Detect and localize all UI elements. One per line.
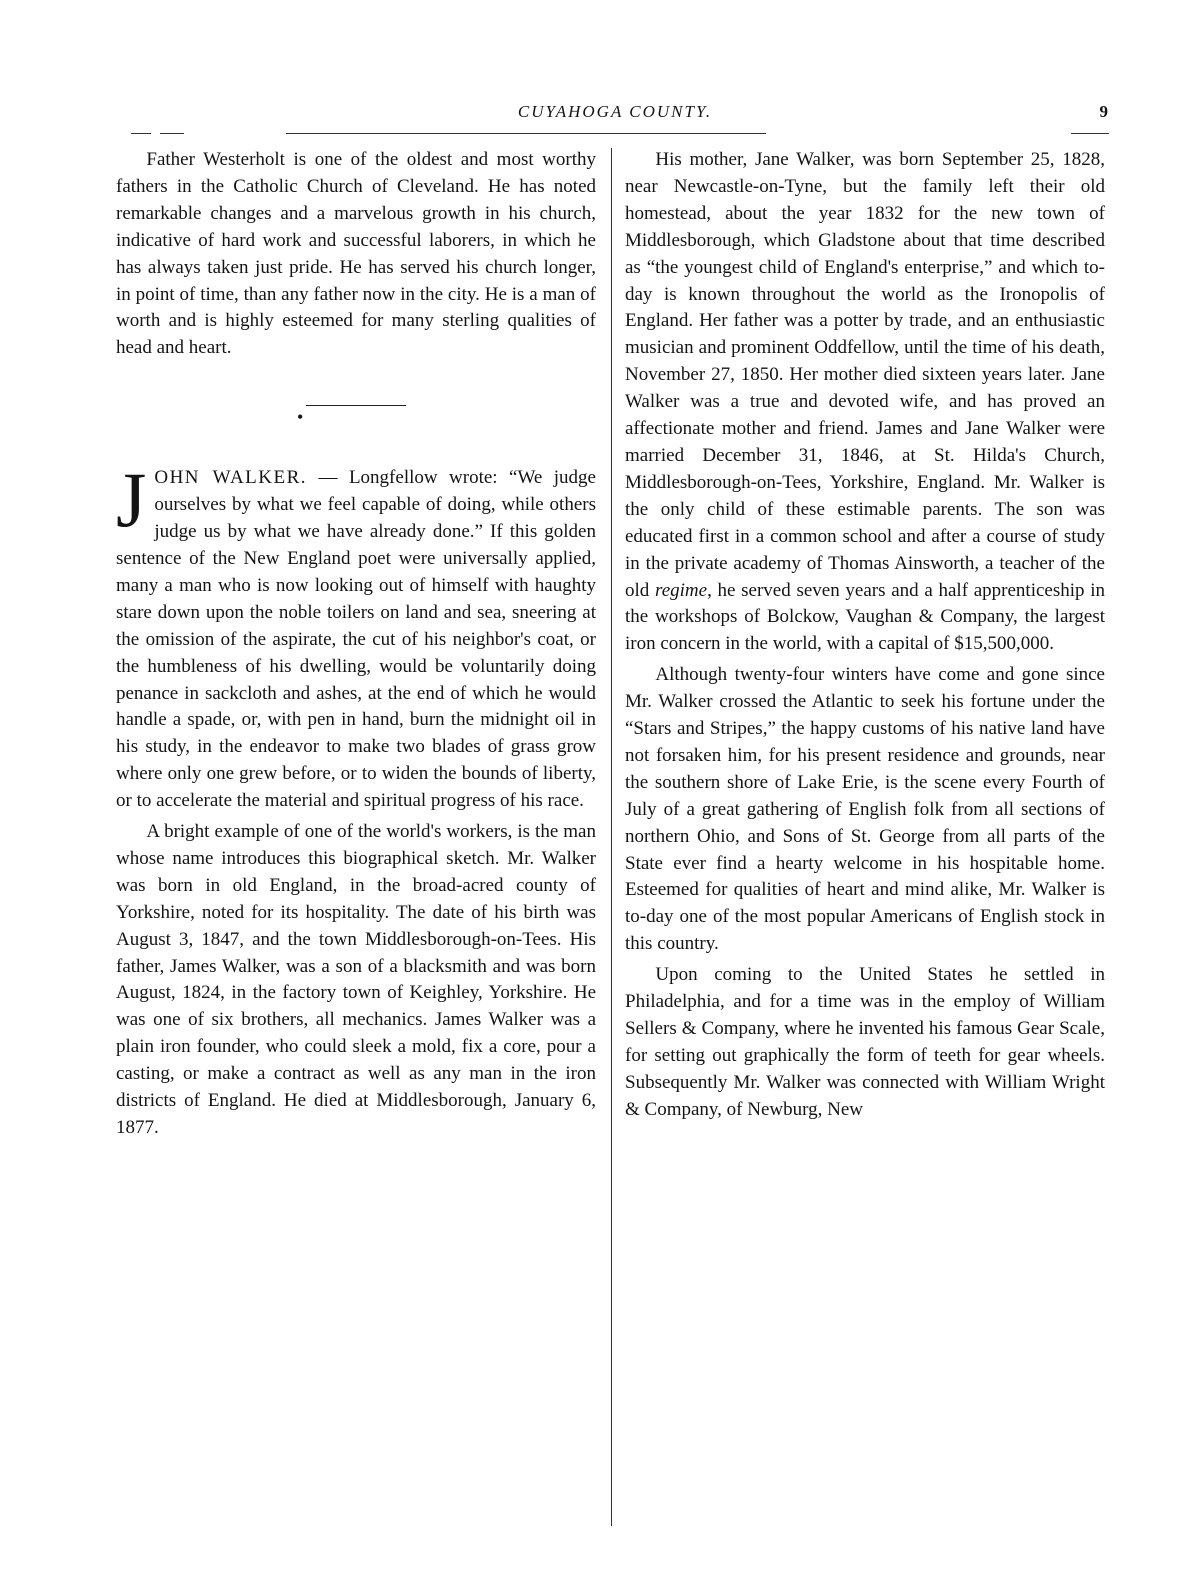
right-column — [625, 147, 1105, 1124]
header-rule — [131, 133, 151, 134]
section-break — [116, 362, 596, 465]
although-paragraph: Although twenty-four winters have come and gone since Mr. Walker crossed the Atlantic to seek his fortune under the “Stars and Stripes,” the happy customs of his native land have not forsaken him, for his present residence and grounds, near the southern shore of Lake Erie, is the scene every Fourth of July of a great gathering of English folk from all sections of northern Ohio, and Sons of St. George from all parts of the State ever find a hearty welcome in his hospitable home. Esteemed for qualities of heart and mind alike, Mr. Walker is to-day one of the most popular Americans of English stock in this country. — [625, 664, 1105, 955]
subject-name: OHN WALKER. — [154, 467, 308, 489]
regime-italic: regime — [655, 579, 708, 601]
running-head — [120, 102, 1110, 132]
mother-text-end: , he served seven years and a half apprenticeship in the workshops of Bolckow, Vaughan & Company, the largest iron concern in the world, with a capital of $15,500,000. — [625, 579, 1106, 655]
upon-coming-paragraph: Upon coming to the United States he settled in Philadelphia, and for a time was in the employ of William Sellers & Company, where he invented his famous Gear Scale, for setting out graphically the form of teeth for gear wheels. Subsequently Mr. Walker was connected with William Wright & Company, of Newburg, New — [625, 964, 1105, 1120]
header-rule — [160, 133, 184, 134]
page-number: 9 — [1099, 102, 1108, 121]
section-break-dot: • — [297, 407, 304, 428]
mother-text: His mother, Jane Walker, was born September 25, 1828, near Newcastle-on-Tyne, but the family left their old homestead, about the year 1832 for the new town of Middlesborough, which Gladstone about that time described as “the youngest child of England's enterprise,” and which to-day is known throughout the world as the Ironopolis of England. Her father was a potter by trade, and an enthusiastic musician and prominent Oddfellow, until the time of his death, November 27, 1850. Her mother died sixteen years later. Jane Walker was a true and devoted wife, and has proved an affectionate mother and friend. James and Jane Walker were married December 31, 1846, at St. Hilda's Church, Middlesborough-on-Tees, Yorkshire, England. Mr. Walker is the only child of these estimable parents. The son was educated first in a common school and after a course of study in the private academy of Thomas Ainsworth, a teacher of the old — [625, 149, 1105, 601]
left-column — [116, 147, 596, 1142]
section-break-rule — [306, 405, 406, 406]
column-divider — [611, 148, 612, 1526]
bright-example-paragraph: A bright example of one of the world's workers, is the man whose name introduces this biographical sketch. Mr. Walker was born in old England, in the broad-acred county of Yorkshire, noted for its hospitality. The date of his birth was August 3, 1847, and the town Middlesborough-on-Tees. His father, James Walker, was a son of a blacksmith and was born August, 1824, in the factory town of Keighley, Yorkshire. He was one of six brothers, all mechanics. James Walker was a plain iron founder, who could sleek a mold, fix a core, pour a casting, or make a contract as well as any man in the iron districts of England. He died at Middlesborough, January 6, 1877. — [116, 821, 596, 1138]
header-rule — [286, 133, 766, 134]
walker-intro-paragraph — [116, 456, 596, 815]
header-rule — [1071, 133, 1109, 134]
westerholt-paragraph: Father Westerholt is one of the oldest and most worthy fathers in the Catholic Church of Cleveland. He has noted remarkable changes and a marvelous growth in his church, indicative of hard work and successful laborers, in which he has always taken just pride. He has served his church longer, in point of time, than any father now in the city. He is a man of worth and is highly esteemed for many sterling qualities of head and heart. — [116, 149, 596, 359]
drop-cap: J — [116, 456, 147, 544]
mother-paragraph — [625, 147, 1105, 658]
running-title: CUYAHOGA COUNTY. — [517, 102, 713, 121]
walker-intro-text: — Longfellow wrote: “We judge ourselves by what we feel capable of doing, while others judge us by what we have already done.” If this golden sentence of the New England poet were universally applied, many a man who is now looking out of himself with haughty stare down upon the noble toilers on land and sea, sneering at the omission of the aspirate, the cut of his neighbor's coat, or the humbleness of his dwelling, would be voluntarily doing penance in sackcloth and ashes, at the end of which he would handle a spade, or, with pen in hand, burn the midnight oil in his study, in the endeavor to make two blades of grass grow where only one grew before, or to widen the bounds of liberty, or to accelerate the material and spiritual progress of his race. — [116, 467, 596, 812]
